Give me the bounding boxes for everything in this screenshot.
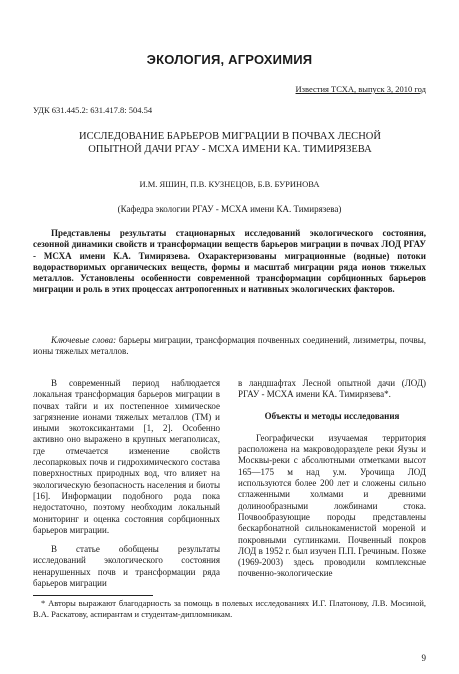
methods-heading: Объекты и методы исследования (264, 410, 400, 421)
authors: И.М. ЯШИН, П.В. КУЗНЕЦОВ, Б.В. БУРИНОВА (139, 179, 320, 189)
intro-continuation: в ландшафтах Лесной опытной дачи (ЛОД) РГАУ - МСХА имени КА. Тимирязева*. (238, 378, 426, 400)
intro-paragraph-1: В современный период наблюдается локальная трансформация барьеров миграции в почвах тайги и их постепенное химическое загрязнение ионами тяжелых металлов (ТМ) и иными экотоксикантами [1, 2]. Особенно активно оно выражено в крупных мегаполисах, где отмечается изменение свойств лесопарковых почв и гидрохимического состава поверхностных природных вод, что влияет на экологическую безопасность населения и биоты [16]. Информации подобного рода пока недостаточно, поэтому необходим локальный мониторинг и оценка состояния сорбционных барьеров миграции. (33, 378, 220, 535)
methods-paragraph-1: Географически изучаемая территория расположена на макроводоразделе реки Яузы и Москвы-реки с абсолютными отметками высот 165—175 м над у.м. Урочища ЛОД используются более 200 лет и сложены сильно сглаженными холмами и древними долинообразными ложбинами стока. Почвообразующие породы представлены бескарбонатной сильнокаменистой мореной и покровными суглинками. Почвенный покров ЛОД в 1952 г. был изучен П.П. Гречиным. Позже (1969-2003) здесь проводили комплексные почвенно-экологические (238, 432, 426, 579)
right-column (238, 378, 426, 580)
abstract: Представлены результаты стационарных исследований экологического состояния, сезонной динамики свойств и трансформации веществ барьеров миграции в почвах ЛОД РГАУ - МСХА имени К.А. Тимирязева. Охарактеризованы миграционные (водные) потоки водорастворимых органических веществ, формы и масштаб миграции ряда ионов тяжелых металлов. Установлены особенности современной трансформации сорбционных барьеров миграции и роль в этих процессах антропогенных и нативных экологических факторов. (33, 228, 426, 295)
footnote: * Авторы выражают благодарность за помощь в полевых исследованиях И.Г. Платонову, Л.В. Мосиной, В.А. Раскатову, аспирантам и студентам-дипломникам. (33, 598, 426, 619)
article-title: ИССЛЕДОВАНИЕ БАРЬЕРОВ МИГРАЦИИ В ПОЧВАХ ЛЕСНОЙ ОПЫТНОЙ ДАЧИ РГАУ - МСХА ИМЕНИ КА. ТИМИРЯЗЕВА (79, 131, 381, 155)
section-title: ЭКОЛОГИЯ, АГРОХИМИЯ (146, 52, 313, 67)
keywords-label: Ключевые слова: (51, 335, 117, 345)
affiliation: (Кафедра экологии РГАУ - МСХА имени КА. Тимирязева) (117, 204, 342, 214)
intro-paragraph-2: В статье обобщены результаты исследований экологического состояния ненарушенных почв и трансформации ряда барьеров миграции (33, 544, 220, 589)
keywords (33, 335, 426, 358)
footnote-divider (33, 595, 153, 596)
udc-code: УДК 631.445.2: 631.417.8: 504.54 (33, 105, 153, 115)
keywords-text: барьеры миграции, трансформация почвенных соединений, лизиметры, почвы, ионы тяжелых металлов. (33, 335, 427, 357)
page-number: 9 (421, 653, 426, 663)
journal-reference: Известия ТСХА, выпуск 3, 2010 год (295, 84, 426, 94)
left-column (33, 378, 220, 589)
